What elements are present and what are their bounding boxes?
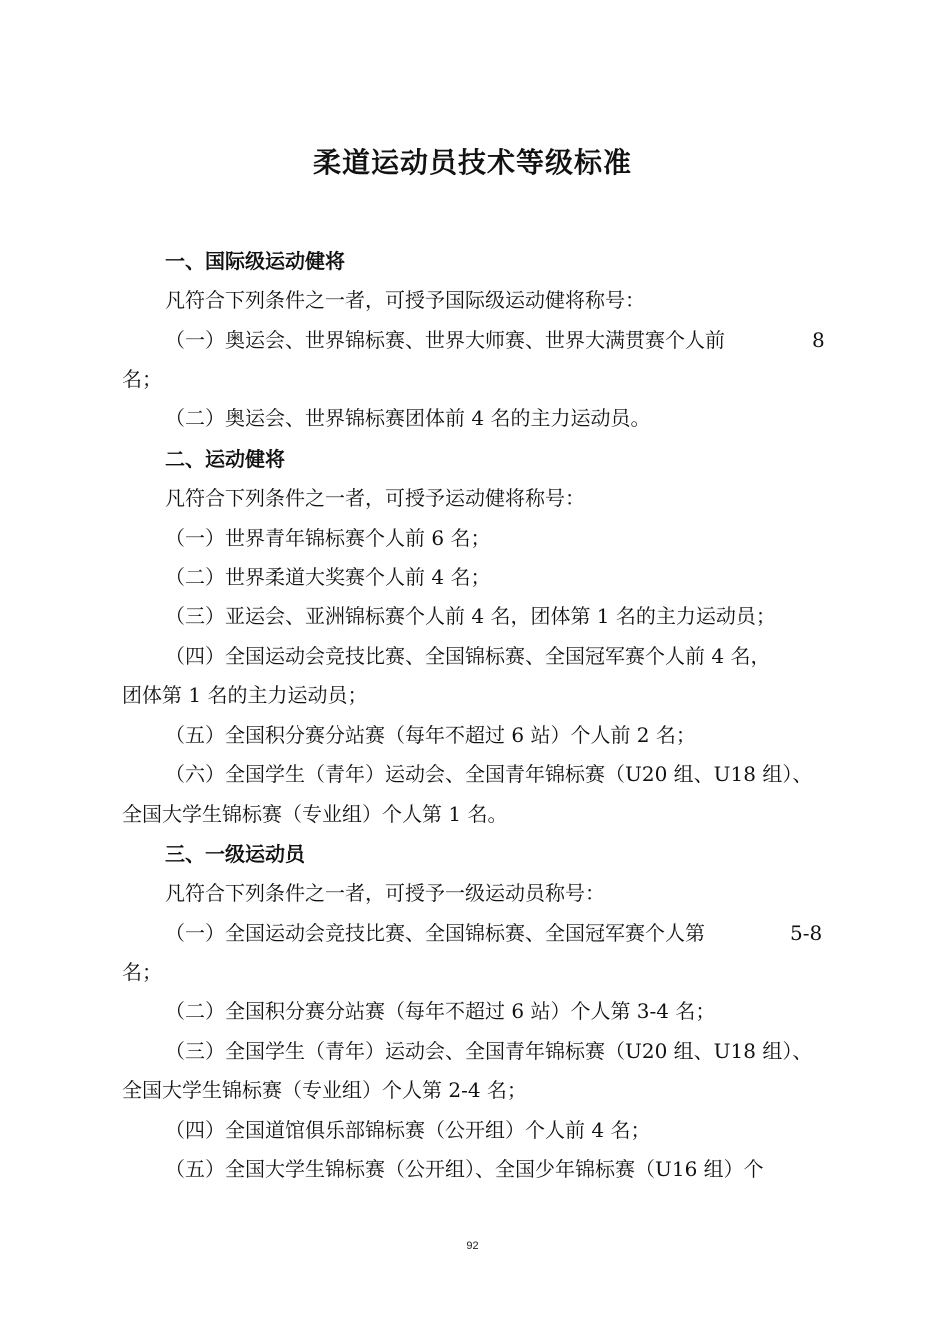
section-3-item-4: （四）全国道馆俱乐部锦标赛（公开组）个人前 4 名； <box>165 1118 651 1142</box>
section-2-item-6-cont: 全国大学生锦标赛（专业组）个人第 1 名。 <box>122 802 508 826</box>
section-2-item-3: （三）亚运会、亚洲锦标赛个人前 4 名，团体第 1 名的主力运动员； <box>165 604 776 628</box>
page-number: 92 <box>466 1240 479 1252</box>
section-2-item-1: （一）世界青年锦标赛个人前 6 名； <box>165 526 491 550</box>
section-1-heading: 一、国际级运动健将 <box>165 249 345 273</box>
section-1-item-1-number: 8 <box>812 328 825 352</box>
section-2-item-5: （五）全国积分赛分站赛（每年不超过 6 站）个人前 2 名； <box>165 723 696 747</box>
section-1-intro: 凡符合下列条件之一者，可授予国际级运动健将称号： <box>165 288 645 312</box>
paragraph <box>0 676 945 715</box>
paragraph <box>0 1150 945 1189</box>
document-title: 柔道运动员技术等级标准 <box>312 146 632 179</box>
paragraph <box>0 637 945 676</box>
paragraph <box>0 1111 945 1150</box>
section-2-item-6: （六）全国学生（青年）运动会、全国青年锦标赛（U20 组、U18 组）、 <box>165 762 813 786</box>
paragraph <box>0 321 945 360</box>
section-heading <box>0 440 945 479</box>
section-1-item-2: （二）奥运会、世界锦标赛团体前 4 名的主力运动员。 <box>165 406 651 430</box>
section-3-intro: 凡符合下列条件之一者，可授予一级运动员称号： <box>165 881 605 905</box>
paragraph <box>0 914 945 953</box>
paragraph <box>0 755 945 794</box>
section-2-heading: 二、运动健将 <box>165 447 285 471</box>
section-3-item-1-cont: 名； <box>122 960 162 984</box>
section-3-item-5: （五）全国大学生锦标赛（公开组）、全国少年锦标赛（U16 组）个 <box>165 1157 764 1181</box>
paragraph <box>0 874 945 913</box>
section-2-item-4: （四）全国运动会竞技比赛、全国锦标赛、全国冠军赛个人前 4 名， <box>165 644 771 668</box>
paragraph <box>0 1032 945 1071</box>
section-3-heading: 三、一级运动员 <box>165 842 305 866</box>
paragraph <box>0 519 945 558</box>
paragraph <box>0 1071 945 1110</box>
section-2-intro: 凡符合下列条件之一者，可授予运动健将称号： <box>165 486 585 510</box>
paragraph <box>0 992 945 1031</box>
section-heading <box>0 835 945 874</box>
section-1-item-1: （一）奥运会、世界锦标赛、世界大师赛、世界大满贯赛个人前 <box>165 328 725 352</box>
section-2-item-4-cont: 团体第 1 名的主力运动员； <box>122 683 368 707</box>
paragraph <box>0 360 945 399</box>
section-3-item-3-cont: 全国大学生锦标赛（专业组）个人第 2-4 名； <box>122 1078 527 1102</box>
section-2-item-2: （二）世界柔道大奖赛个人前 4 名； <box>165 565 491 589</box>
paragraph <box>0 558 945 597</box>
section-3-item-1-number: 5-8 <box>790 921 823 945</box>
paragraph <box>0 597 945 636</box>
paragraph <box>0 795 945 834</box>
paragraph <box>0 953 945 992</box>
paragraph <box>0 281 945 320</box>
paragraph <box>0 479 945 518</box>
paragraph <box>0 399 945 438</box>
section-heading <box>0 242 945 281</box>
section-3-item-1: （一）全国运动会竞技比赛、全国锦标赛、全国冠军赛个人第 <box>165 921 705 945</box>
section-3-item-3: （三）全国学生（青年）运动会、全国青年锦标赛（U20 组、U18 组）、 <box>165 1039 813 1063</box>
paragraph <box>0 716 945 755</box>
section-3-item-2: （二）全国积分赛分站赛（每年不超过 6 站）个人第 3-4 名； <box>165 999 716 1023</box>
section-1-item-1-cont: 名； <box>122 367 162 391</box>
